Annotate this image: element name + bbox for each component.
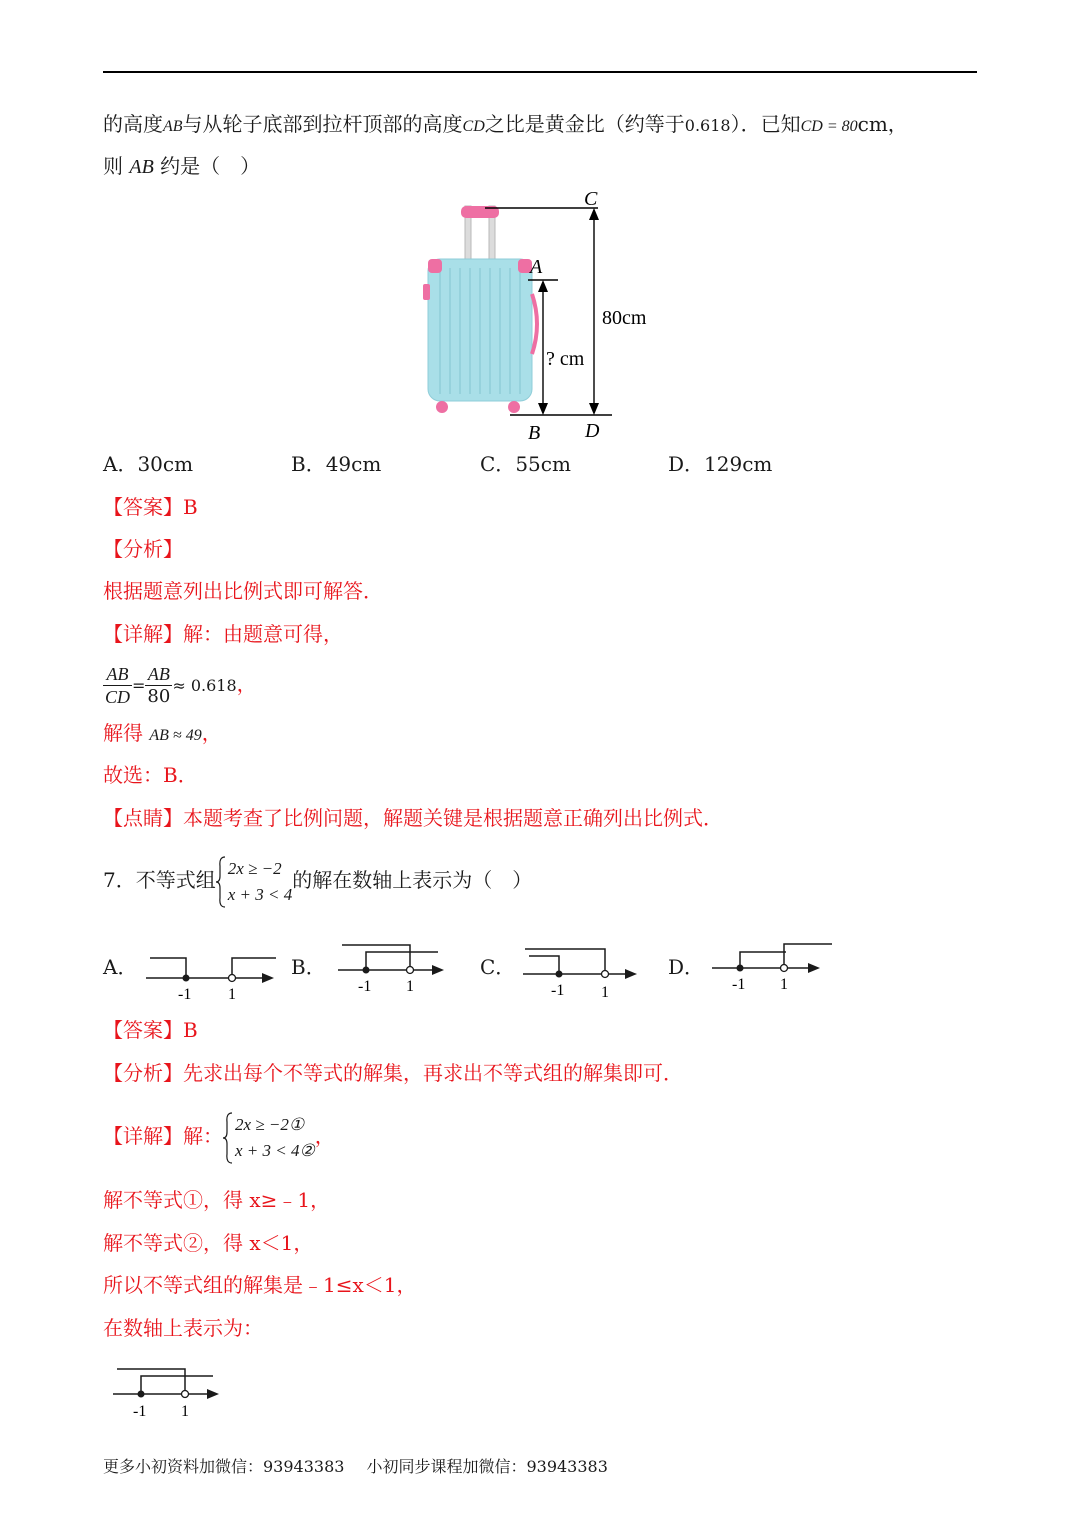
label-d: D xyxy=(585,420,600,442)
q7-detail: 【详解】解： 2x ≥ −2① x + 3 < 4② ， xyxy=(103,1108,335,1164)
open-point xyxy=(407,967,414,974)
fraction-ab-80: $\frac{AB}{80}$ xyxy=(147,664,171,707)
q6-choose: 故选：B． xyxy=(103,763,198,787)
tick-label: -1 xyxy=(358,978,372,994)
number-line-b xyxy=(338,940,448,994)
question-line-1: 的高度AB与从轮子底部到拉杆顶部的高度CD之比是黄金比（约等于0.618）．已知CD = 80cm， xyxy=(103,112,908,136)
wheel-left xyxy=(436,401,448,413)
q7-analysis: 【分析】先求出每个不等式的解集，再求出不等式组的解集即可． xyxy=(103,1061,683,1085)
footer-right: 小初同步课程加微信：93943383 xyxy=(366,1457,608,1476)
tick-label: -1 xyxy=(178,986,192,1002)
label-a: A xyxy=(530,256,543,278)
q6-option-b: B．49cm xyxy=(291,452,382,476)
closed-point xyxy=(183,975,190,982)
q6-comment: 【点睛】本题考查了比例问题，解题关键是根据题意正确列出比例式． xyxy=(103,806,723,830)
ratio-value: 0.618 xyxy=(684,116,731,135)
closed-point xyxy=(363,967,370,974)
open-point xyxy=(602,971,609,978)
brace-icon xyxy=(216,856,226,908)
ab-arrow-bottom xyxy=(538,403,548,415)
q6-detail: 【详解】解：由题意可得， xyxy=(103,622,343,646)
tick-label: 1 xyxy=(601,984,609,1000)
q7-question: 7．不等式组 2x ≥ −2 x + 3 < 4 的解在数轴上表示为（ ） xyxy=(103,854,532,908)
label-c: C xyxy=(584,188,598,210)
header-rule xyxy=(103,71,977,73)
q6-equation: $\frac{AB}{CD}$ = $\frac{AB}{80}$ ≈ 0.618， xyxy=(105,664,257,707)
q7-step-2: 解不等式②，得 x＜1， xyxy=(103,1231,314,1255)
question-line-2: 则 AB 约是（ ） xyxy=(103,154,261,178)
closed-point xyxy=(556,971,563,978)
q7-step-4: 在数轴上表示为： xyxy=(103,1316,263,1340)
suitcase-figure xyxy=(410,184,670,446)
number-line-c xyxy=(523,944,643,1000)
q6-answer: 【答案】B xyxy=(103,495,198,519)
given-cd: CD = 80 xyxy=(800,118,858,135)
var-ab: AB xyxy=(163,118,183,135)
corner-guard-top-left xyxy=(428,259,442,273)
q7-step-3: 所以不等式组的解集是﹣1≤x＜1， xyxy=(103,1273,417,1297)
wheel-right xyxy=(508,401,520,413)
q7-answer: 【答案】B xyxy=(103,1018,198,1042)
number-line-a xyxy=(146,950,276,1002)
ab-arrow-top xyxy=(538,280,548,292)
tick-label: -1 xyxy=(732,976,746,993)
open-point xyxy=(182,1391,189,1398)
q7-option-b-letter: B． xyxy=(291,955,326,979)
open-point xyxy=(229,975,236,982)
q6-analysis-text: 根据题意列出比例式即可解答． xyxy=(103,579,383,603)
q7-detail-system: 2x ≥ −2① x + 3 < 4② xyxy=(223,1112,315,1164)
q7-inequality-system: 2x ≥ −2 x + 3 < 4 xyxy=(216,856,293,908)
q6-solve: 解得 AB ≈ 49， xyxy=(103,721,222,745)
closed-point xyxy=(138,1391,145,1398)
tick-label: 1 xyxy=(228,986,236,1002)
fraction-ab-cd: $\frac{AB}{CD}$ xyxy=(105,664,131,707)
q6-analysis-head: 【分析】 xyxy=(103,537,183,561)
label-80cm: 80cm xyxy=(602,307,647,329)
cd-arrow-bottom xyxy=(589,403,599,415)
tick-label: 1 xyxy=(780,976,788,993)
q7-step-1: 解不等式①，得 x≥﹣1， xyxy=(103,1188,331,1212)
q7-option-d-letter: D． xyxy=(668,955,705,979)
label-b: B xyxy=(528,422,541,444)
side-bumper xyxy=(423,284,430,300)
number-line-d xyxy=(712,940,834,994)
tick-label: -1 xyxy=(133,1403,147,1420)
final-number-line xyxy=(113,1364,225,1420)
footer-left: 更多小初资料加微信：93943383 xyxy=(103,1457,345,1476)
open-point xyxy=(781,965,788,972)
q6-option-d: D．129cm xyxy=(668,452,773,476)
var-cd: CD xyxy=(462,118,485,135)
q6-option-c: C．55cm xyxy=(480,452,571,476)
label-unknown-height: ? cm xyxy=(546,348,585,370)
page-footer xyxy=(103,1456,630,1478)
q6-option-a: A．30cm xyxy=(103,452,194,476)
q7-option-c-letter: C． xyxy=(480,955,516,979)
tick-label: 1 xyxy=(181,1403,189,1420)
closed-point xyxy=(737,965,744,972)
brace-icon xyxy=(223,1112,233,1164)
tick-label: 1 xyxy=(406,978,414,994)
side-handle xyxy=(532,294,537,354)
q7-option-a-letter: A． xyxy=(103,955,138,979)
tick-label: -1 xyxy=(551,982,565,999)
